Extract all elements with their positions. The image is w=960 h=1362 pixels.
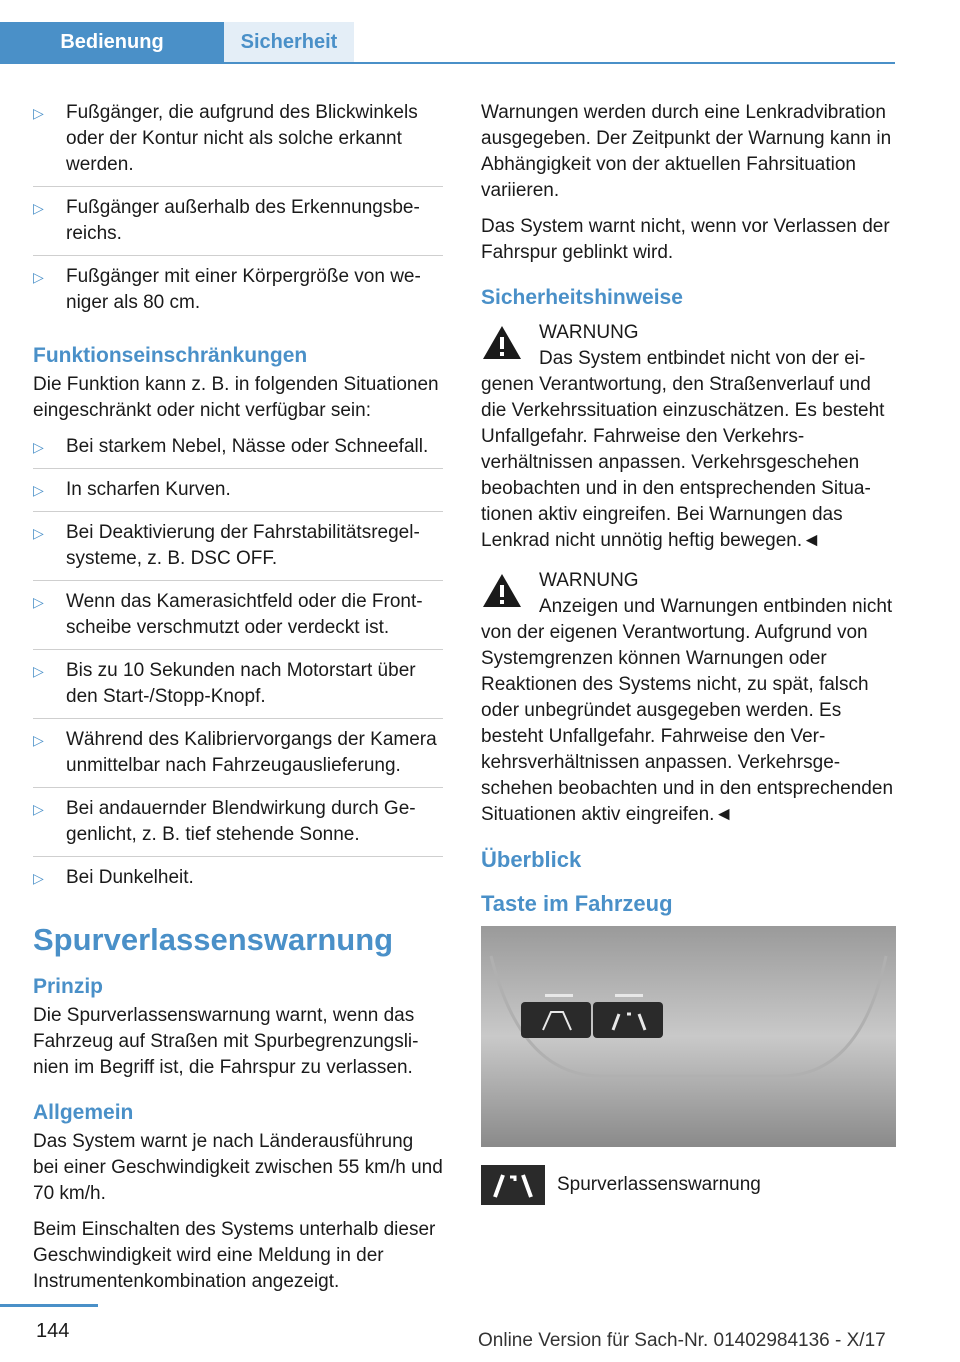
list-item: ▷ Fußgänger, die aufgrund des Blickwinkels oder der Kontur nicht als solche erkannt werden. [33, 100, 443, 187]
button-legend [481, 1165, 896, 1205]
button-caption: Spurverlassenswarnung [557, 1174, 761, 1195]
triangle-bullet-icon: ▷ [33, 200, 44, 216]
triangle-bullet-icon: ▷ [33, 801, 44, 817]
paragraph-blinken: Das System warnt nicht, wenn vor Verlassen der Fahrspur geblinkt wird. [481, 216, 890, 263]
list-item: ▷ Bis zu 10 Sekunden nach Motorstart über den Start-/Stopp-Knopf. [33, 658, 443, 719]
online-version-note: Online Version für Sach-Nr. 01402984136 - X/17 [478, 1330, 886, 1351]
triangle-bullet-icon: ▷ [33, 870, 44, 886]
warning-label: WARNUNG [539, 322, 639, 343]
triangle-bullet-icon: ▷ [33, 594, 44, 610]
warning-text: Das System entbindet nicht von der eigenen Verantwortung, den Straßenverlauf und die Verkehrssituation einzuschätzen. Es besteht Unfallgefahr. Fahrweise den Verkehrsverhältnissen anpassen. Verkehrsgeschehen beobachten und in den entsprechenden Situationen aktiv eingreifen. Bei Warnungen das Lenkrad nicht unnötig heftig bewegen.◄ [481, 348, 885, 551]
right-column [481, 100, 896, 1205]
list-item: ▷ Bei starkem Nebel, Nässe oder Schneefall. [33, 434, 443, 469]
heading-prinzip: Prinzip [33, 975, 104, 998]
heading-sicherheitshinweise: Sicherheitshinweise [481, 286, 683, 309]
triangle-bullet-icon: ▷ [33, 663, 44, 679]
list-item: ▷ Fußgänger außerhalb des Erkennungsbereichs. [33, 195, 443, 256]
warning-label: WARNUNG [539, 570, 639, 591]
warning-block-2 [481, 568, 896, 828]
heading-taste-im-fahrzeug: Taste im Fahrzeug [481, 891, 673, 916]
list-item: ▷ Bei Deaktivierung der Fahrstabilitätsregelsysteme, z. B. DSC OFF. [33, 520, 443, 581]
paragraph-funktion: Die Funktion kann z. B. in folgenden Situationen eingeschränkt oder nicht verfügbar sein: [33, 374, 439, 421]
triangle-bullet-icon: ▷ [33, 105, 44, 121]
function-limits-list [33, 434, 443, 899]
list-item: ▷ In scharfen Kurven. [33, 477, 443, 512]
left-column [33, 100, 443, 1305]
triangle-bullet-icon: ▷ [33, 525, 44, 541]
warning-block-1 [481, 320, 896, 554]
warning-text: Anzeigen und Warnungen entbinden nicht von der eigenen Verantwortung. Aufgrund von Systemgrenzen können Warnungen oder Reaktionen des Systems nicht, zu spät, falsch oder unbegründet ausgegeben werden. Es besteht Unfallgefahr. Fahrweise den Verkehrsverhältnissen anpassen. Verkehrsgeschehen beobachten und in den entsprechenden Situationen aktiv eingreifen.◄ [481, 596, 894, 825]
heading-funktionseinschraenkungen: Funktionseinschränkungen [33, 344, 308, 367]
warning-triangle-icon [481, 572, 523, 610]
paragraph-allgemein-2: Beim Einschalten des Systems unterhalb dieser Geschwindigkeit wird eine Meldung in der Instrumentenkombination angezeigt. [33, 1219, 436, 1292]
heading-ueberblick: Überblick [481, 847, 582, 872]
list-item: ▷ Fußgänger mit einer Körpergröße von weniger als 80 cm. [33, 266, 421, 313]
paragraph-vibration: Warnungen werden durch eine Lenkradvibration ausgegeben. Der Zeitpunkt der Warnung kann in Abhängigkeit von der aktuellen Fahrsituation variieren. [481, 102, 892, 201]
list-item: ▷ Während des Kalibriervorgangs der Kamera unmittelbar nach Fahrzeugauslieferung. [33, 727, 443, 788]
tab-bedienung[interactable]: Bedienung [0, 22, 224, 62]
heading-allgemein: Allgemein [33, 1101, 134, 1124]
tab-sicherheit[interactable]: Sicherheit [224, 22, 354, 62]
pedestrian-limits-list [33, 100, 443, 324]
page-number: 144 [36, 1320, 70, 1342]
lane-departure-warning-icon [481, 1165, 545, 1205]
list-item: ▷ Bei andauernder Blendwirkung durch Gegenlicht, z. B. tief stehende Sonne. [33, 796, 443, 857]
warning-triangle-icon [481, 324, 523, 362]
list-item: ▷ Wenn das Kamerasichtfeld oder die Frontscheibe verschmutzt oder verdeckt ist. [33, 589, 443, 650]
triangle-bullet-icon: ▷ [33, 482, 44, 498]
triangle-bullet-icon: ▷ [33, 439, 44, 455]
paragraph-allgemein-1: Das System warnt je nach Länderausführung bei einer Geschwindigkeit zwischen 55 km/h und 70 km/h. [33, 1131, 443, 1204]
triangle-bullet-icon: ▷ [33, 269, 44, 285]
paragraph-prinzip: Die Spurverlassenswarnung warnt, wenn das Fahrzeug auf Straßen mit Spurbegrenzungslinien im Begriff ist, die Fahrspur zu verlassen. [33, 1005, 419, 1078]
list-item: ▷ Bei Dunkelheit. [33, 865, 443, 899]
triangle-bullet-icon: ▷ [33, 732, 44, 748]
footer-rule [0, 1304, 98, 1307]
vehicle-button-photo [481, 926, 896, 1147]
heading-spurverlassenswarnung: Spurverlassenswarnung [33, 922, 394, 957]
section-tabs [0, 22, 895, 64]
